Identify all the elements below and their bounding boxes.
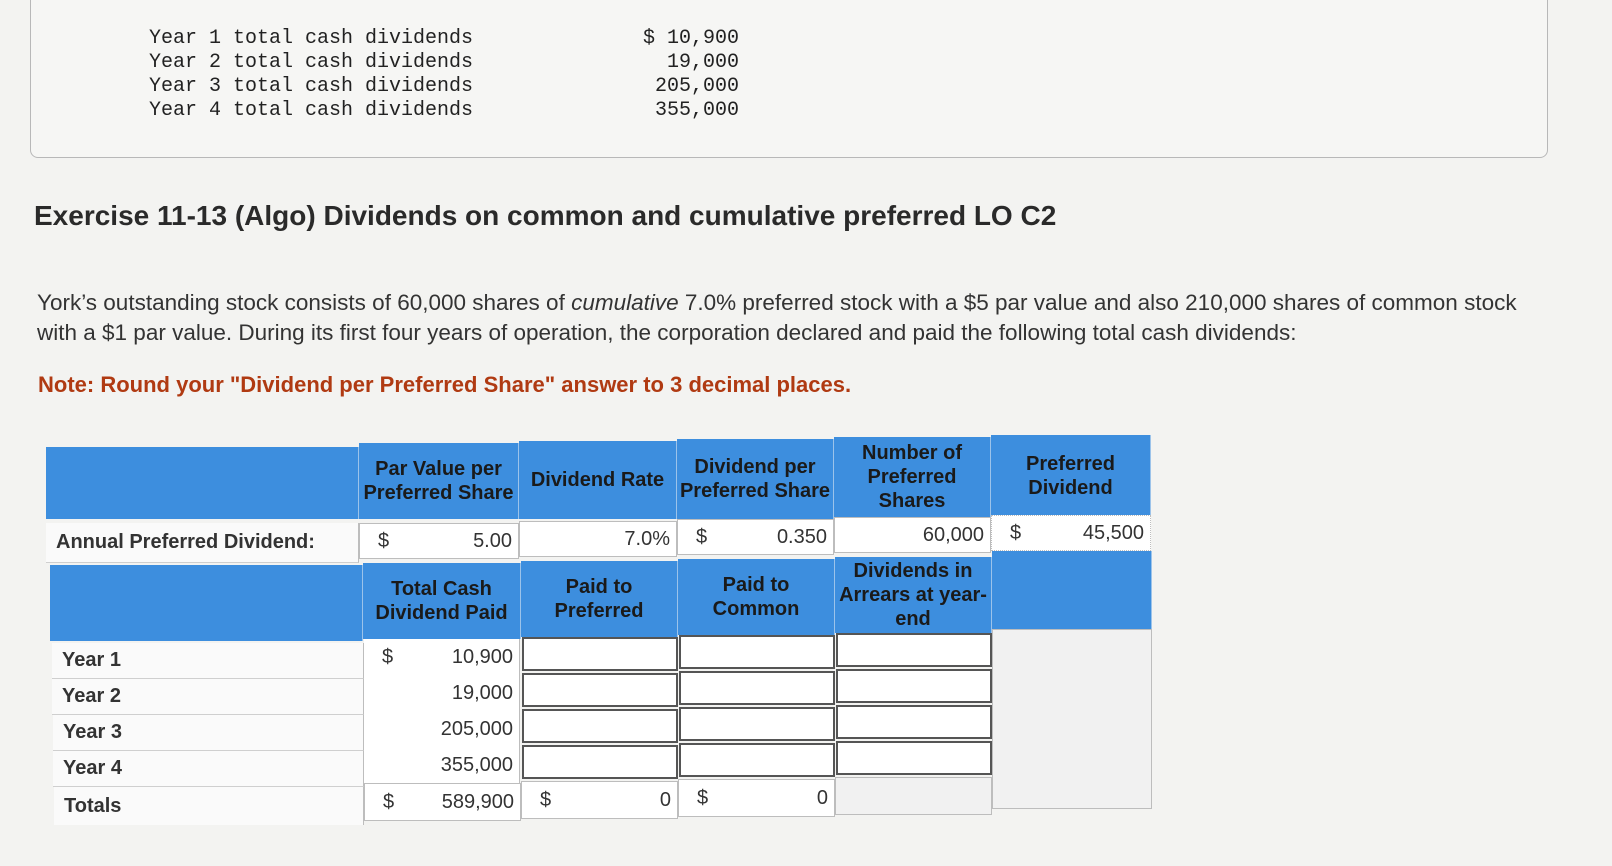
paid-preferred-year-2-input[interactable]: [522, 673, 678, 707]
paid-common-year-2-input[interactable]: [679, 671, 835, 705]
row-label-year-4: Year 4: [53, 751, 364, 787]
rate-cell: 7.0%: [519, 521, 677, 557]
paid-common-year-4-input[interactable]: [679, 743, 835, 777]
paid-preferred-year-4-input[interactable]: [522, 745, 678, 779]
total-preferred: $ 0: [521, 781, 678, 819]
par-value-cell: $ 5.00: [359, 523, 519, 559]
cash-year-3: 205,000: [364, 711, 520, 747]
total-cash: $ 589,900: [364, 783, 521, 821]
header-paid-preferred: Paid to Preferred: [521, 561, 678, 637]
cash-row: Year 1 total cash dividends $ 10,900: [149, 27, 739, 50]
row-label-year-2: Year 2: [52, 679, 364, 715]
header-blank: [46, 447, 359, 519]
arrears-year-1-input[interactable]: [836, 633, 992, 667]
rounding-note: Note: Round your "Dividend per Preferred Share" answer to 3 decimal places.: [38, 372, 852, 397]
row-label-totals: Totals: [54, 787, 364, 825]
div-per-share-cell: $ 0.350: [677, 519, 834, 555]
total-common: $ 0: [678, 779, 835, 817]
paid-preferred-year-1-input[interactable]: [522, 637, 678, 671]
paid-preferred-year-3-input[interactable]: [522, 709, 678, 743]
schedule-header-blank: [50, 565, 363, 641]
cash-year-2: 19,000: [364, 675, 520, 711]
header-total-cash: Total Cash Dividend Paid: [363, 563, 521, 639]
row-label-year-1: Year 1: [52, 643, 364, 679]
arrears-year-3-input[interactable]: [836, 705, 992, 739]
cash-row: Year 3 total cash dividends 205,000: [149, 75, 739, 98]
cash-dividends-box: [30, 0, 1548, 158]
arrears-year-2-input[interactable]: [836, 669, 992, 703]
problem-text: York’s outstanding stock consists of 60,000 shares of cumulative 7.0% preferred stock with a $5 par value and also 210,000 shares of common stock with a $1 par value. During its first four years of operation, the corporation declared and paid the following total cash dividends:: [37, 290, 1517, 345]
cash-year-1: $ 10,900: [364, 639, 520, 675]
right-blank-column: [992, 629, 1152, 809]
paid-common-year-1-input[interactable]: [679, 635, 835, 669]
header-div-per-share: Dividend per Preferred Share: [677, 439, 834, 519]
cash-year-4: 355,000: [364, 747, 520, 783]
num-shares-cell: 60,000: [834, 517, 991, 553]
cash-row: Year 2 total cash dividends 19,000: [149, 51, 739, 74]
header-arrears: Dividends in Arrears at year-end: [835, 557, 992, 633]
header-paid-common: Paid to Common: [678, 559, 835, 635]
header-blank-right: [992, 551, 1152, 629]
row-label-year-3: Year 3: [53, 715, 364, 751]
header-num-shares: Number of Preferred Shares: [834, 437, 991, 517]
header-par-value: Par Value per Preferred Share: [359, 443, 519, 519]
arrears-year-4-input[interactable]: [836, 741, 992, 775]
paid-common-year-3-input[interactable]: [679, 707, 835, 741]
cash-row: Year 4 total cash dividends 355,000: [149, 99, 739, 122]
pref-dividend-cell: $ 45,500: [991, 515, 1151, 551]
header-dividend-rate: Dividend Rate: [519, 441, 677, 519]
cash-dividends-list: [149, 27, 739, 123]
header-pref-dividend: Preferred Dividend: [991, 435, 1151, 517]
annual-row-label: Annual Preferred Dividend:: [46, 523, 359, 563]
total-arrears-blank: [835, 777, 992, 815]
exercise-title: Exercise 11-13 (Algo) Dividends on common and cumulative preferred LO C2: [34, 200, 1057, 231]
